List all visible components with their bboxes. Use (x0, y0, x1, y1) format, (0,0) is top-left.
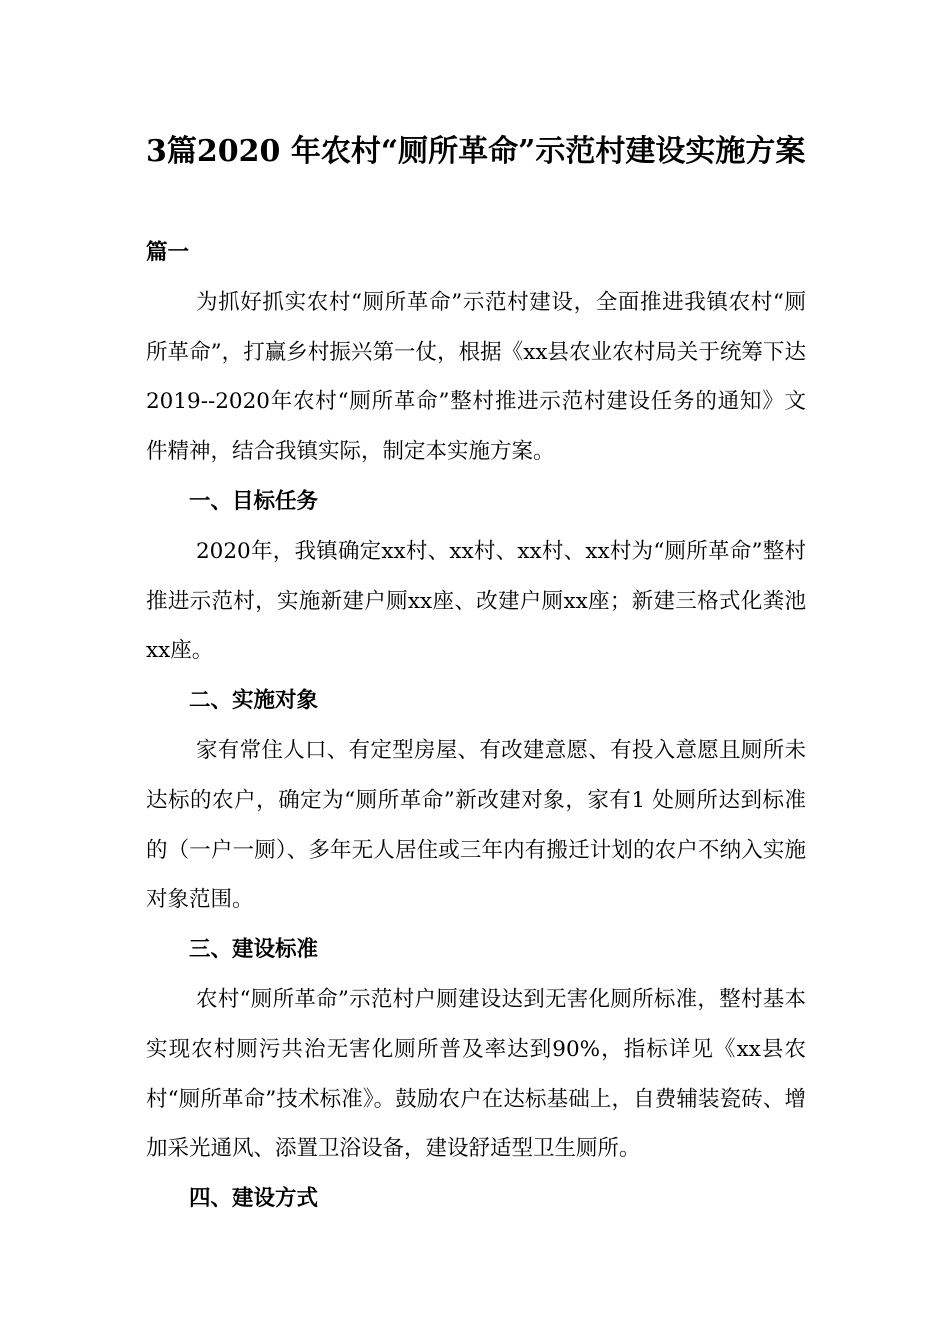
document-body (146, 228, 806, 1224)
intro-paragraph: 为抓好抓实农村“厕所革命”示范村建设，全面推进我镇农村“厕所革命”，打赢乡村振兴第一仗，根据《xx县农业农村局关于统筹下达2019--2020年农村“厕所革命”整村推进示范村建设任务的通知》文件精神，结合我镇实际，制定本实施方案。 (146, 289, 806, 465)
section-paragraph-3: 农村“厕所革命”示范村户厕建设达到无害化厕所标准，整村基本实现农村厕污共治无害化厕所普及率达到90%，指标详见《xx县农村“厕所革命”技术标准》。鼓励农户在达标基础上，自费辅装瓷砖、增加采光通风、添置卫浴设备，建设舒适型卫生厕所。 (146, 986, 806, 1162)
section-paragraph-1: 2020年，我镇确定xx村、xx村、xx村、xx村为“厕所革命”整村推进示范村，实施新建户厕xx座、改建户厕xx座；新建三格式化粪池xx座。 (146, 538, 806, 664)
section-heading-2: 二、实施对象 (189, 688, 319, 714)
document-title: 3篇2020 年农村“厕所革命”示范村建设实施方案 (146, 134, 806, 169)
section-heading-4: 四、建设方式 (189, 1186, 319, 1212)
section-heading-3: 三、建设标准 (189, 937, 319, 963)
part-label: 篇一 (146, 240, 190, 265)
section-heading-1: 一、目标任务 (189, 488, 319, 514)
section-paragraph-2: 家有常住人口、有定型房屋、有改建意愿、有投入意愿且厕所未达标的农户，确定为“厕所革命”新改建对象，家有1 处厕所达到标准的（一户一厕）、多年无人居住或三年内有搬迁计划的农户不纳入实施对象范围。 (146, 737, 806, 913)
